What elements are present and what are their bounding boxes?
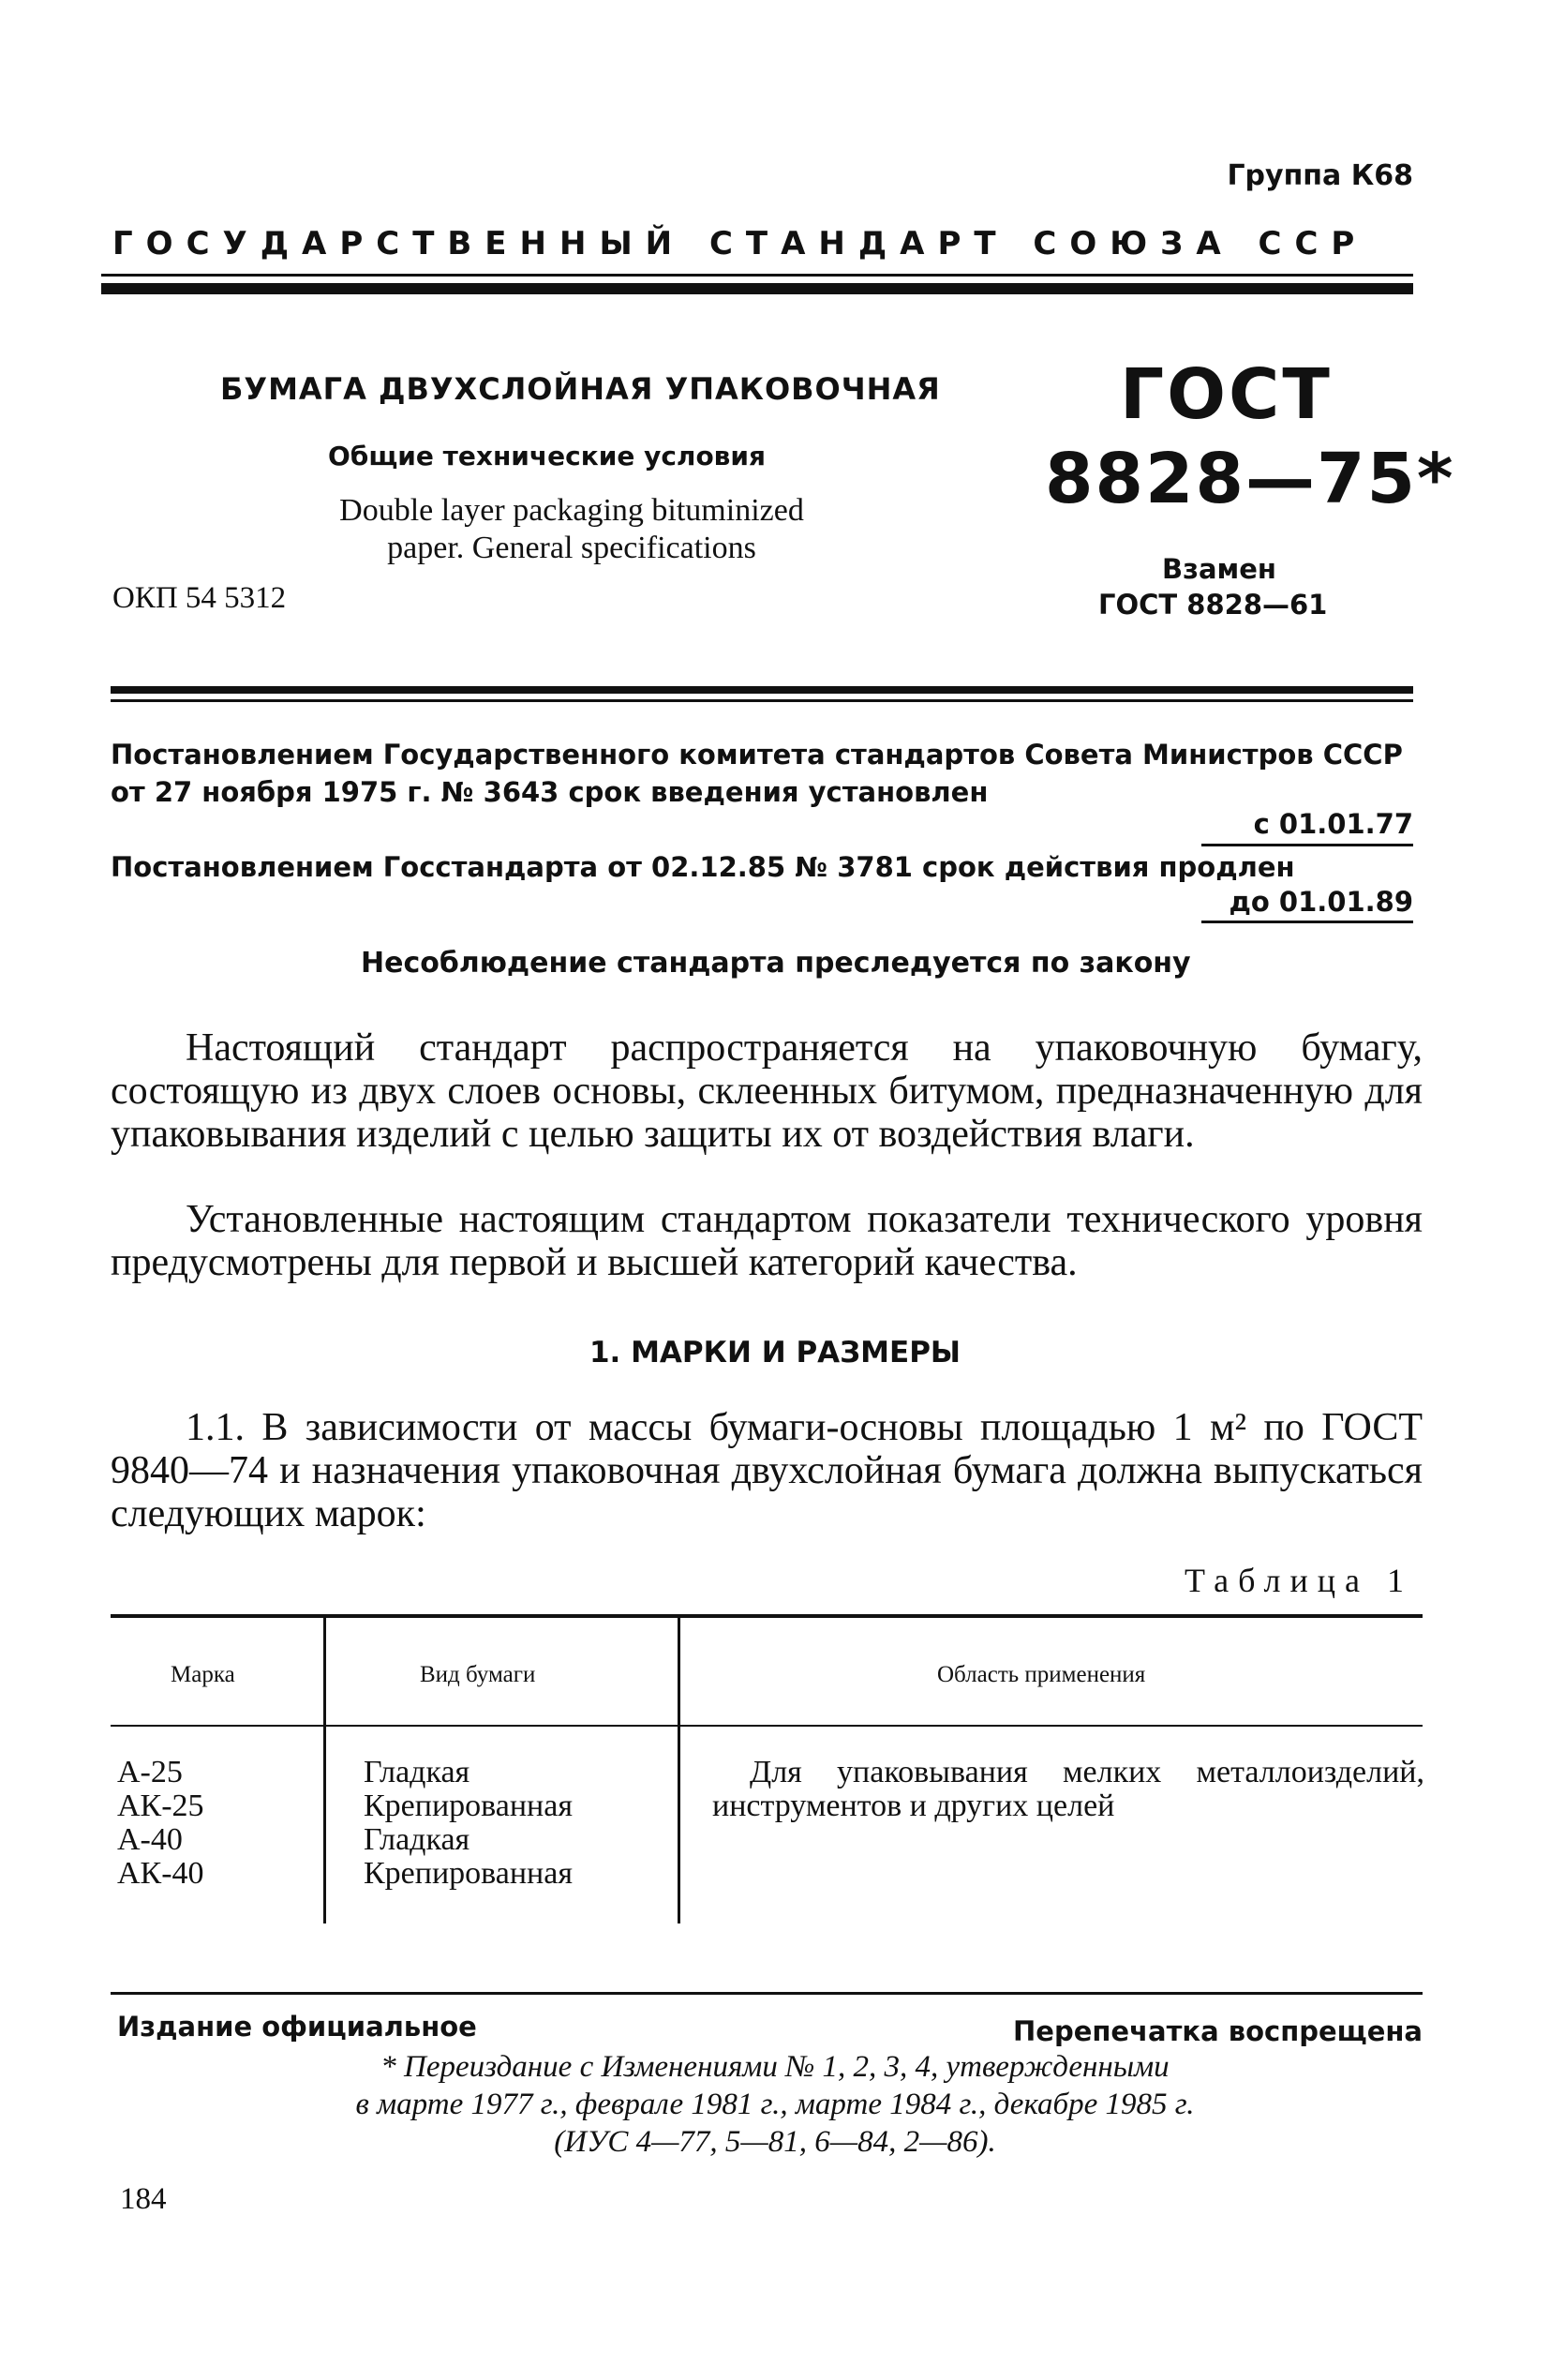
section-rule-thin	[111, 699, 1413, 702]
table-caption: Таблица 1	[1185, 1562, 1413, 1599]
reissue-footnote	[0, 2048, 1550, 2161]
english-title-line-1: Double layer packaging bituminized	[339, 493, 804, 528]
table-column-divider	[323, 1614, 326, 1923]
page-number: 184	[120, 2182, 167, 2216]
table-column-divider	[678, 1614, 680, 1923]
table-column-types	[364, 1756, 573, 1891]
replaces-standard: ГОСТ 8828—61	[1098, 589, 1328, 621]
footer-rule	[111, 1992, 1423, 1995]
replaces-label: Взамен	[1162, 553, 1276, 585]
official-edition-label: Издание официальное	[117, 2011, 477, 2043]
introduction-date-underline	[1201, 844, 1413, 846]
table-cell-application: Для упаковывания мелких металлоизделий, инструментов и других целей	[712, 1755, 1424, 1823]
header-rule-thick	[101, 283, 1413, 294]
standard-banner: ГОСУДАРСТВЕННЫЙ СТАНДАРТ СОЮЗА ССР	[112, 225, 1368, 262]
enforcement-notice: Несоблюдение стандарта преследуется по закону	[361, 947, 1191, 980]
gost-label: ГОСТ	[1120, 354, 1333, 435]
table-cell: А-40	[117, 1822, 183, 1857]
table-header-mark: Марка	[171, 1662, 235, 1687]
footnote-line-3: (ИУС 4—77, 5—81, 6—84, 2—86).	[554, 2125, 996, 2159]
quality-paragraph: Установленные настоящим стандартом показатели технического уровня предусмотрены для первой и высшей категорий качества.	[111, 1198, 1423, 1284]
table-cell: А-25	[117, 1755, 183, 1789]
footnote-line-1: * Переиздание с Изменениями № 1, 2, 3, 4, утвержденными	[380, 2050, 1170, 2084]
scope-paragraph: Настоящий стандарт распространяется на упаковочную бумагу, состоящую из двух слоев основы, склеенных битумом, предназначенную для упаковывания изделий с целью защиты их от воздействия влаги.	[111, 1026, 1423, 1156]
extension-date: до 01.01.89	[1229, 886, 1413, 918]
introduction-date: с 01.01.77	[1253, 808, 1413, 840]
table-cell: Гладкая	[364, 1755, 470, 1789]
table-header-rule	[111, 1725, 1423, 1727]
table-cell: Крепированная	[364, 1856, 573, 1891]
table-header-application: Область применения	[937, 1662, 1146, 1687]
decree-introduction: Постановлением Государственного комитета стандартов Совета Министров СССР от 27 ноября 1975 г. № 3643 срок введения установлен	[111, 739, 1403, 808]
table-cell: АК-40	[117, 1856, 204, 1891]
section-heading: 1. МАРКИ И РАЗМЕРЫ	[589, 1336, 961, 1370]
clause-1-1: 1.1. В зависимости от массы бумаги-основы площадью 1 м² по ГОСТ 9840—74 и назначения упаковочная двухслойная бумага должна выпускаться следующих марок:	[111, 1406, 1423, 1535]
table-top-rule	[111, 1614, 1423, 1618]
okp-code: ОКП 54 5312	[112, 581, 287, 615]
table-cell: Крепированная	[364, 1789, 573, 1823]
decree-extension: Постановлением Госстандарта от 02.12.85 № 3781 срок действия продлен	[111, 851, 1295, 883]
table-header-paper-type: Вид бумаги	[420, 1662, 536, 1687]
reprint-prohibited-label: Перепечатка воспрещена	[1013, 2015, 1423, 2047]
footnote-line-2: в марте 1977 г., феврале 1981 г., марте 1984 г., декабре 1985 г.	[355, 2088, 1195, 2121]
document-subtitle: Общие технические условия	[328, 441, 766, 472]
header-rule-thin	[101, 274, 1413, 277]
table-cell: Гладкая	[364, 1822, 470, 1857]
table-column-marks	[117, 1756, 204, 1891]
gost-number: 8828—75*	[1045, 439, 1455, 519]
section-rule-thick	[111, 686, 1413, 694]
table-cell: АК-25	[117, 1789, 204, 1823]
document-title: БУМАГА ДВУХСЛОЙНАЯ УПАКОВОЧНАЯ	[220, 371, 941, 407]
extension-date-underline	[1201, 921, 1413, 923]
english-title	[262, 492, 881, 567]
english-title-line-2: paper. General specifications	[387, 531, 756, 565]
group-code: Группа К68	[1227, 159, 1413, 192]
